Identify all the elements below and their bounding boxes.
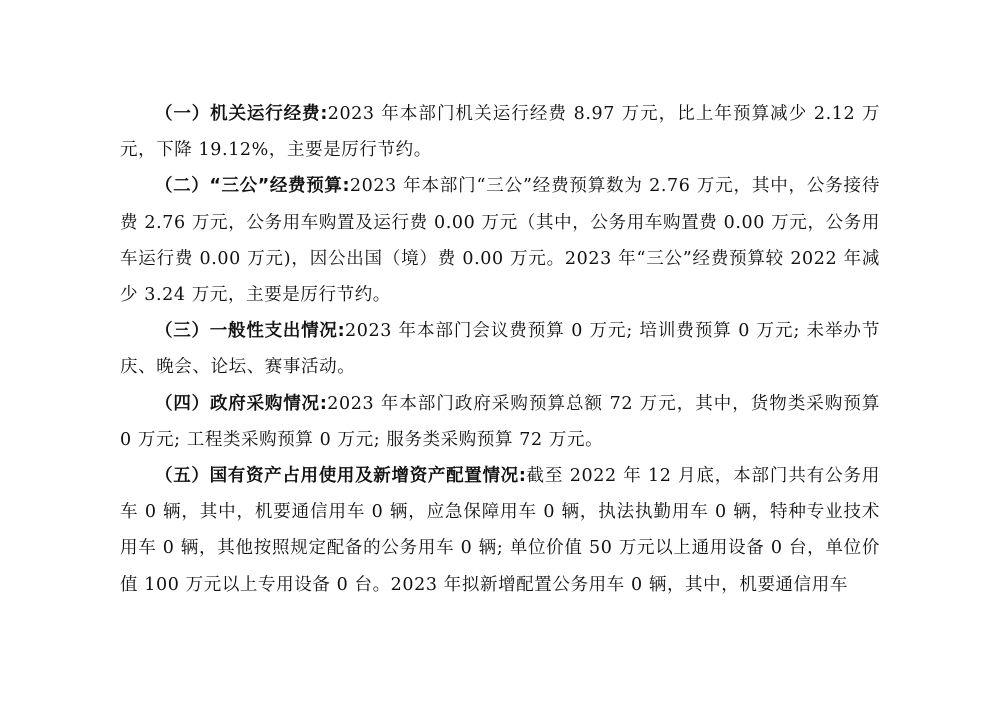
body-three-public-expenses: 2023 年本部门“三公”经费预算数为 2.76 万元，其中，公务接待费 2.76 万元，公务用车购置及运行费 0.00 万元（其中，公务用车购置费 0.00 万元，公务用车运行费 0.00 万元)，因公出国（境）费 0.00 万元。2023 年“三公”经费预算较 2022 年减少 3.24 万元，主要是厉行节约。	[120, 176, 880, 306]
body-government-procurement: 2023 年本部门政府采购预算总额 72 万元，其中，货物类采购预算 0 万元; 工程类采购预算 0 万元; 服务类采购预算 72 万元。	[120, 393, 881, 450]
document-body	[120, 96, 880, 603]
paragraph-state-assets	[120, 458, 880, 603]
heading-operating-expenses: （一）机关运行经费:	[155, 104, 328, 124]
body-operating-expenses: 2023 年本部门机关运行经费 8.97 万元，比上年预算减少 2.12 万元，下降 19.12%，主要是厉行节约。	[120, 104, 881, 161]
heading-government-procurement: （四）政府采购情况:	[155, 393, 328, 414]
body-state-assets: 截至 2022 年 12 月底，本部门共有公务用车 0 辆，其中，机要通信用车 0 辆，应急保障用车 0 辆，执法执勤用车 0 辆，特种专业技术用车 0 辆，其他按照规定配备的公务用车 0 辆; 单位价值 50 万元以上通用设备 0 台，单位价值 100 万元以上专用设备 0 台。2023 年拟新增配置公务用车 0 辆，其中，机要通信用车	[120, 466, 880, 595]
body-general-expenditure: 2023 年本部门会议费预算 0 万元; 培训费预算 0 万元; 未举办节庆、晚会、论坛、赛事活动。	[120, 321, 880, 378]
paragraph-operating-expenses	[120, 96, 880, 168]
heading-state-assets: （五）国有资产占用使用及新增资产配置情况:	[155, 466, 527, 487]
paragraph-general-expenditure	[120, 313, 880, 385]
heading-general-expenditure: （三）一般性支出情况:	[155, 321, 346, 342]
paragraph-government-procurement	[120, 386, 880, 458]
paragraph-three-public-expenses	[120, 168, 880, 313]
heading-three-public-expenses: （二）“三公”经费预算:	[155, 176, 350, 197]
